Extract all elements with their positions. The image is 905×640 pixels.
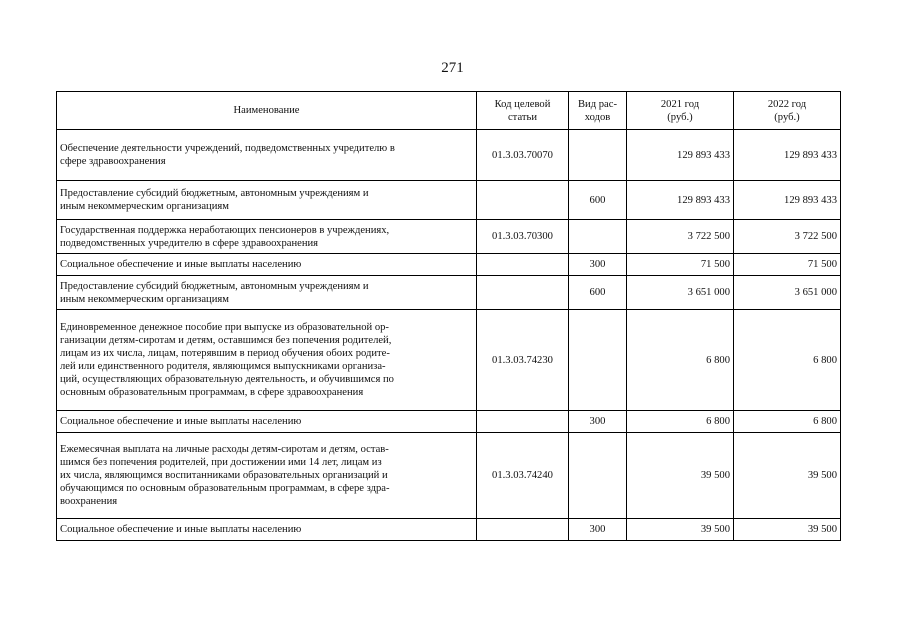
table-row [57,433,841,519]
cell-2021: 129 893 433 [627,181,734,220]
page-number: 271 [441,60,464,76]
cell-2022: 39 500 [734,433,841,519]
cell-code [477,411,569,433]
cell-kind [569,220,627,254]
cell-code [477,519,569,541]
cell-kind [569,130,627,181]
cell-code [477,254,569,276]
table-row [57,130,841,181]
cell-name: Ежемесячная выплата на личные расходы детям-сиротам и детям, остав- шимся без попечения родителей, при достижении ими 14 лет, лицам из их числа, являющимся воспитанниками образовательных организаций и обучающимся по основным образовательным программам, в сфере здра- воохранения [57,433,477,519]
table-header-row [57,92,841,130]
cell-kind: 600 [569,276,627,310]
header-code: Код целевой статьи [477,92,569,130]
cell-2022: 71 500 [734,254,841,276]
cell-2021: 39 500 [627,433,734,519]
budget-table [56,91,841,541]
cell-2021: 129 893 433 [627,130,734,181]
cell-code: 01.3.03.74240 [477,433,569,519]
cell-code [477,276,569,310]
cell-2021: 3 651 000 [627,276,734,310]
cell-2022: 129 893 433 [734,181,841,220]
cell-code: 01.3.03.74230 [477,310,569,411]
cell-2021: 71 500 [627,254,734,276]
header-kind: Вид рас- ходов [569,92,627,130]
cell-2022: 3 722 500 [734,220,841,254]
table-row [57,519,841,541]
header-2021: 2021 год (руб.) [627,92,734,130]
table-row [57,181,841,220]
cell-2022: 39 500 [734,519,841,541]
cell-code: 01.3.03.70300 [477,220,569,254]
cell-2022: 3 651 000 [734,276,841,310]
table-row [57,220,841,254]
cell-code [477,181,569,220]
table-row [57,276,841,310]
cell-kind: 300 [569,519,627,541]
cell-name: Государственная поддержка неработающих пенсионеров в учреждениях, подведомственных учредителю в сфере здравоохранения [57,220,477,254]
table-row [57,310,841,411]
cell-2022: 129 893 433 [734,130,841,181]
cell-2021: 39 500 [627,519,734,541]
cell-kind: 300 [569,254,627,276]
cell-name: Единовременное денежное пособие при выпуске из образовательной ор- ганизации детям-сиротам и детям, оставшимся без попечения родителей, лицам из их числа, лицам, потерявшим в период обучения обоих родите- лей или единственного родителя, являющимся выпускниками организа- ций, осуществляющих образовательную деятельность, и обучившимся по основным образовательным программам, в сфере здравоохранения [57,310,477,411]
cell-2021: 6 800 [627,411,734,433]
cell-2021: 6 800 [627,310,734,411]
cell-name: Социальное обеспечение и иные выплаты населению [57,519,477,541]
table-row [57,254,841,276]
header-2022: 2022 год (руб.) [734,92,841,130]
cell-kind [569,433,627,519]
cell-name: Предоставление субсидий бюджетным, автономным учреждениям и иным некоммерческим организациям [57,276,477,310]
cell-name: Обеспечение деятельности учреждений, подведомственных учредителю в сфере здравоохранения [57,130,477,181]
cell-2022: 6 800 [734,310,841,411]
cell-2022: 6 800 [734,411,841,433]
cell-kind: 300 [569,411,627,433]
cell-name: Предоставление субсидий бюджетным, автономным учреждениям и иным некоммерческим организациям [57,181,477,220]
table-row [57,411,841,433]
cell-kind: 600 [569,181,627,220]
cell-code: 01.3.03.70070 [477,130,569,181]
cell-name: Социальное обеспечение и иные выплаты населению [57,411,477,433]
header-name: Наименование [57,92,477,130]
cell-name: Социальное обеспечение и иные выплаты населению [57,254,477,276]
cell-kind [569,310,627,411]
cell-2021: 3 722 500 [627,220,734,254]
